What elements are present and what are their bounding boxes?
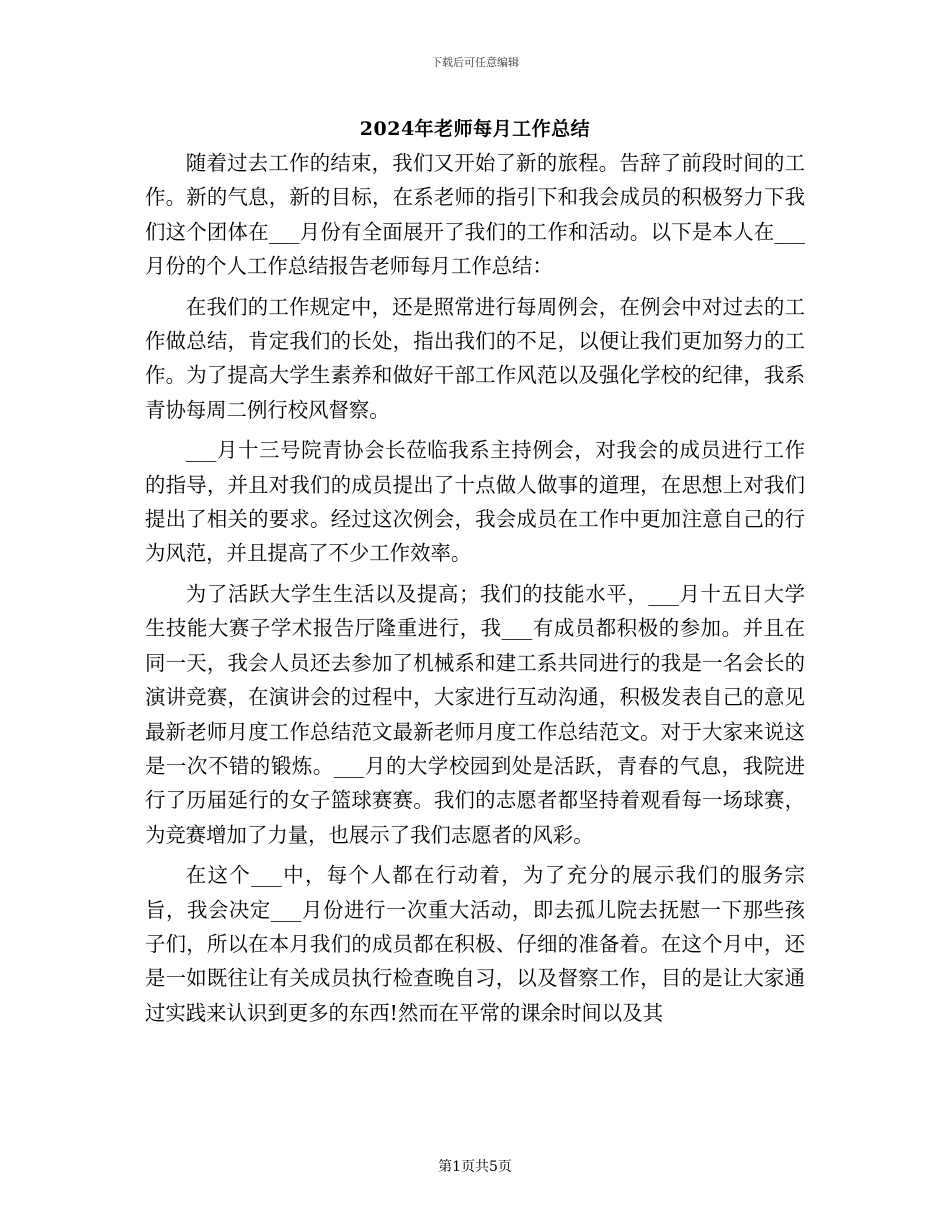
- document-title: 2024年老师每月工作总结: [359, 118, 591, 140]
- page-number: 第1页共5页: [438, 1159, 512, 1175]
- paragraph: 在我们的工作规定中，还是照常进行每周例会，在例会中对过去的工作做总结，肯定我们的长处，指出我们的不足，以便让我们更加努力的工作。为了提高大学生素养和做好干部工作风范以及强化学校的纪律，我系青协每周二例行校风督察。: [145, 294, 805, 422]
- paragraph: 为了活跃大学生生活以及提高；我们的技能水平，___月十五日大学生技能大赛子学术报告厅隆重进行，我___有成员都积极的参加。并且在同一天，我会人员还去参加了机械系和建工系共同进行的我是一名会长的演讲竞赛，在演讲会的过程中，大家进行互动沟通，积极发表自己的意见最新老师月度工作总结范文最新老师月度工作总结范文。对于大家来说这是一次不错的锻炼。___月的大学校园到处是活跃，青春的气息，我院进行了历届延行的女子篮球赛赛。我们的志愿者都坚持着观看每一场球赛，为竞赛增加了力量，也展示了我们志愿者的风彩。: [145, 581, 805, 847]
- document-body: [145, 146, 805, 1036]
- paragraph: ___月十三号院青协会长莅临我系主持例会，对我会的成员进行工作的指导，并且对我们的成员提出了十点做人做事的道理，在思想上对我们提出了相关的要求。经过这次例会，我会成员在工作中更加注意自己的行为风范，并且提高了不少工作效率。: [145, 438, 805, 566]
- paragraph: 在这个___中，每个人都在行动着，为了充分的展示我们的服务宗旨，我会决定___月份进行一次重大活动，即去孤儿院去抚慰一下那些孩子们，所以在本月我们的成员都在积极、仔细的准备着。在这个月中，还是一如既往让有关成员执行检查晚自习，以及督察工作，目的是让大家通过实践来认识到更多的东西!然而在平常的课余时间以及其: [145, 863, 805, 1025]
- paragraph: 随着过去工作的结束，我们又开始了新的旅程。告辞了前段时间的工作。新的气息，新的目标，在系老师的指引下和我会成员的积极努力下我们这个团体在___月份有全面展开了我们的工作和活动。以下是本人在___月份的个人工作总结报告老师每月工作总结：: [145, 151, 805, 279]
- header-note: 下载后可任意编辑: [431, 56, 519, 69]
